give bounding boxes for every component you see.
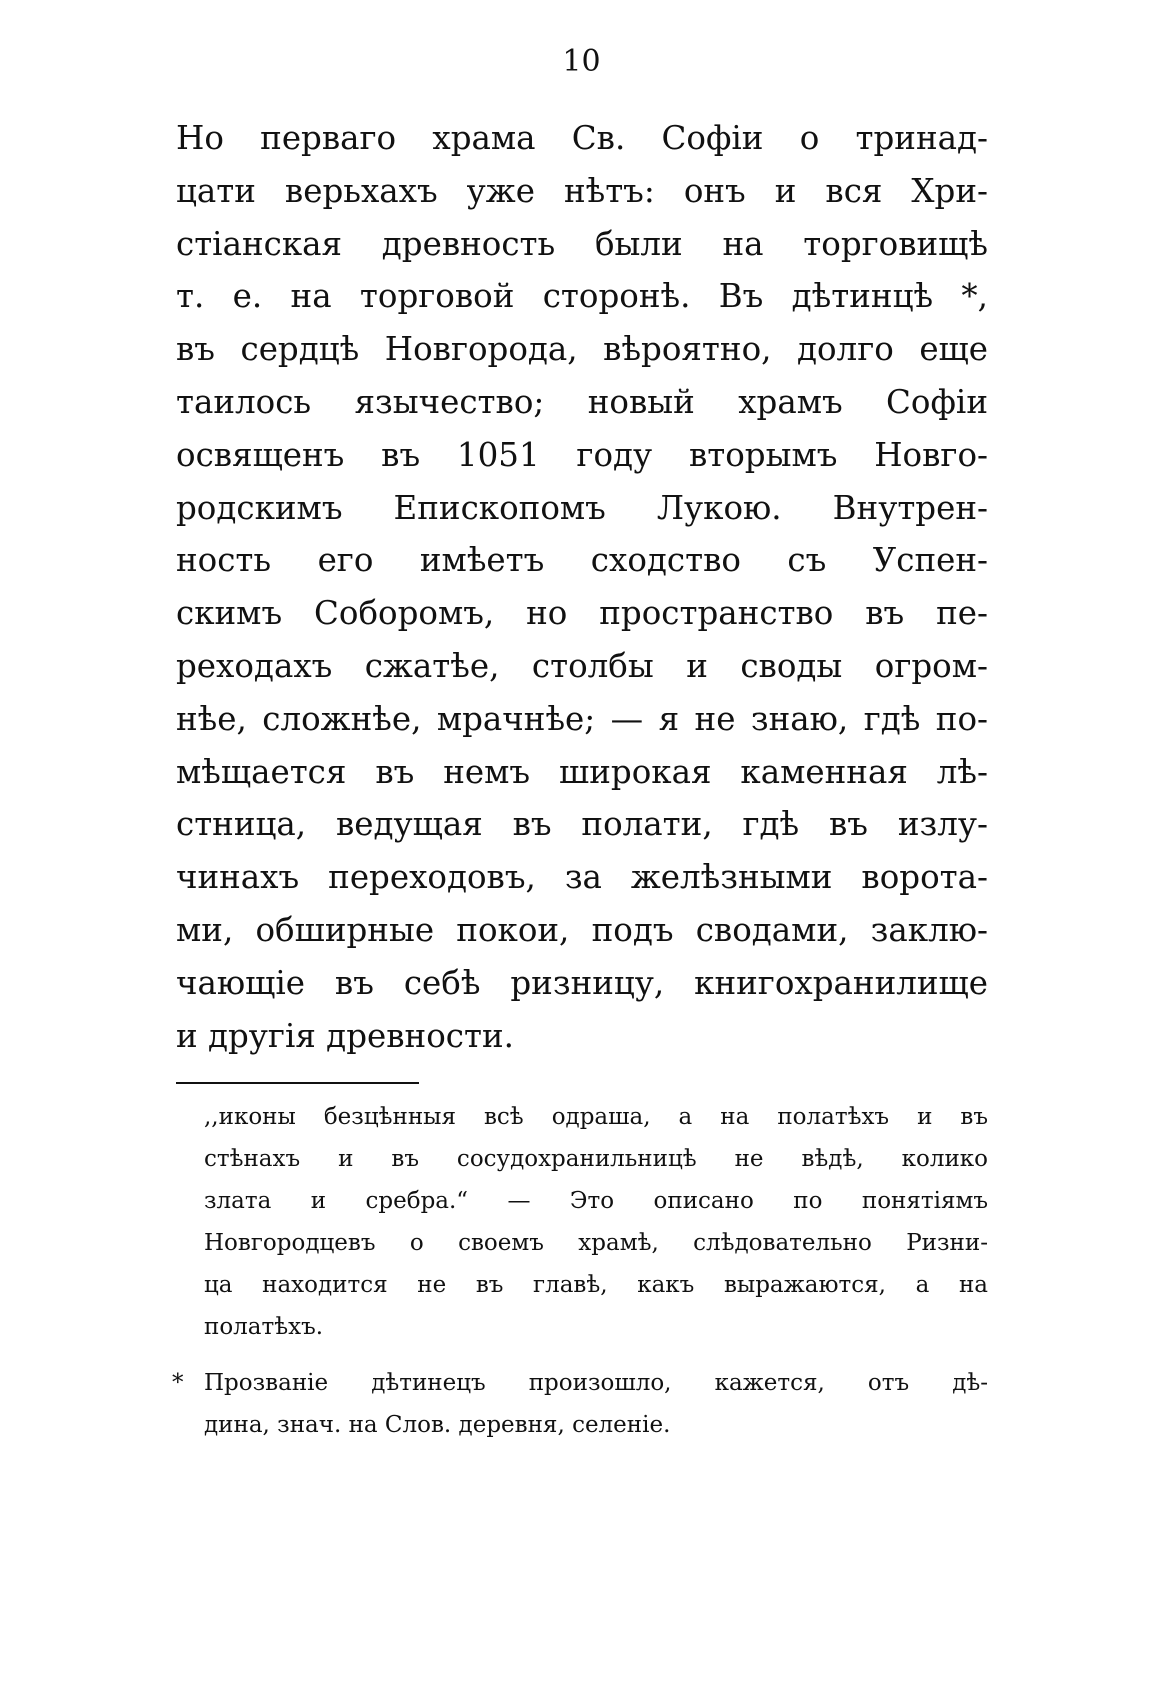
text-line: освященъ въ 1051 году вторымъ Новго-	[176, 435, 988, 474]
text-line: ми, обширные покои, подъ сводами, заклю-	[176, 910, 988, 949]
text-line: чающіе въ себѣ ризницу, книгохранилище	[176, 963, 988, 1002]
text-line: стница, ведущая въ полати, гдѣ въ излу-	[176, 805, 988, 844]
page-number: 10	[562, 44, 601, 79]
footnote-line: Новгородцевъ о своемъ храмѣ, слѣдовательно Ризни-	[204, 1230, 988, 1256]
footnote-gap	[172, 1348, 988, 1362]
footnote-line: ца находится не въ главѣ, какъ выражаются, а на	[204, 1272, 988, 1298]
text-line: ность его имѣетъ сходство съ Успен-	[176, 541, 988, 580]
footnote-line: дина, знач. на Слов. деревня, селеніе.	[204, 1412, 671, 1438]
text-line: и другія древности.	[176, 1016, 514, 1055]
text-line: скимъ Соборомъ, но пространство въ пе-	[176, 594, 988, 633]
text-line: стіанская древность были на торговищѣ	[176, 224, 988, 263]
text-line: родскимъ Епископомъ Лукою. Внутрен-	[176, 488, 988, 527]
footnotes	[172, 1096, 988, 1446]
footnote-line	[172, 1362, 988, 1404]
text-line: въ сердцѣ Новгорода, вѣроятно, долго еще	[176, 330, 988, 369]
footnote-line: злата и сребра.“ — Это описано по понятіямъ	[204, 1188, 988, 1214]
footnote-line: стѣнахъ и въ сосудохранильницѣ не вѣдѣ, колико	[204, 1146, 988, 1172]
text-line: мѣщается въ немъ широкая каменная лѣ-	[176, 752, 988, 791]
text-line: цати верьхахъ уже нѣтъ: онъ и вся Хри-	[176, 171, 988, 210]
footnote-separator	[176, 1082, 419, 1084]
text-line: т. е. на торговой сторонѣ. Въ дѣтинцѣ *,	[176, 277, 988, 316]
text-line: Но перваго храма Св. Софіи о тринад-	[176, 119, 988, 157]
footnote-line: ,,иконы безцѣнныя всѣ одраша, а на полатѣхъ и въ	[204, 1104, 988, 1130]
text-line: нѣе, сложнѣе, мрачнѣе; — я не знаю, гдѣ по-	[176, 699, 988, 738]
footnote-marker: *	[172, 1370, 184, 1396]
text-line: таилось язычество; новый храмъ Софіи	[176, 382, 988, 421]
main-text	[176, 112, 988, 1062]
footnote-line: полатѣхъ.	[204, 1314, 324, 1340]
text-line: реходахъ сжатѣе, столбы и своды огром-	[176, 646, 988, 685]
footnote-text: Прозваніе дѣтинецъ произошло, кажется, отъ дѣ-	[204, 1370, 988, 1396]
text-line: чинахъ переходовъ, за желѣзными ворота-	[176, 858, 988, 897]
